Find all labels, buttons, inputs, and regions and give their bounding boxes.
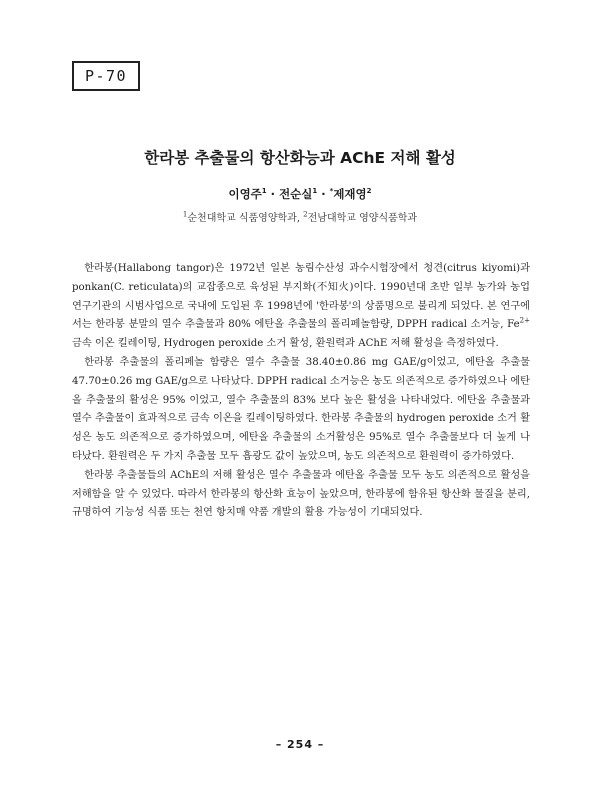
superscript-text: 2+	[519, 317, 530, 325]
author-affiliation-mark: 1	[312, 187, 318, 196]
affiliation-number: 2	[303, 210, 308, 219]
abstract-body	[72, 260, 530, 523]
author-affiliation-mark: 2	[366, 187, 372, 196]
paragraph-text: 한라봉(Hallabong tangor)은 1972년 일본 농림수산성 과수시험장에서 청견(citrus kiyomi)과 ponkan(C. reticulata)의 교잡종으로 육성된 부지화(不知火)이다. 1990년대 초반 일부 농가와 농업연구기관의 시범사업으로 국내에 도입된 후 1998년에 '한라봉'의 상품명으로 불리게 되었다. 본 연구에서는 한라봉 분말의 열수 추출물과 80% 에탄올 추출물의 폴리페놀함량, DPPH radical 소거능, Fe	[72, 263, 530, 331]
page-number: – 254 –	[275, 738, 325, 751]
abstract-paragraph: 한라봉 추출물의 폴리페놀 함량은 열수 추출물 38.40±0.86 mg GAE/g이었고, 에탄올 추출물 47.70±0.26 mg GAE/g으로 나타났다. DPPH radical 소거능은 농도 의존적으로 증가하였으나 에탄올 추출물의 활성은 95% 이었고, 열수 추출물의 83% 보다 높은 활성을 나타내었다. 에탄올 추출물과 열수 추출물이 효과적으로 금속 이온을 킬레이팅하였다. 한라봉 추출물의 hydrogen peroxide 소거 활성은 농도 의존적으로 증가하였으며, 에탄올 추출물의 소거활성은 95%로 열수 추출물보다 더 높게 나타났다. 환원력은 두 가지 추출물 모두 흡광도 값이 높았으며, 농도 의존적으로 환원력이 증가하였다.	[72, 356, 530, 462]
poster-number-label: P-70	[72, 61, 140, 91]
author-list	[0, 186, 600, 202]
abstract-paragraph: 한라봉 추출물들의 AChE의 저해 활성은 열수 추출물과 에탄올 추출물 모두 농도 의존적으로 활성을 저해함을 알 수 있었다. 따라서 한라봉의 항산화 효능이 높았으며, 한라봉에 함유된 항산화 물질을 분리, 규명하여 기능성 식품 또는 천연 항치매 약품 개발의 활용 가능성이 기대되었다.	[72, 469, 530, 519]
affiliation-list	[0, 209, 600, 224]
author-name: 전순실	[279, 187, 313, 201]
author-separator: ·	[317, 187, 330, 201]
paragraph-text: 금속 이온 킬레이팅, Hydrogen peroxide 소거 활성, 환원력과 AChE 저해 활성을 측정하였다.	[72, 338, 499, 350]
author-separator: ·	[266, 187, 280, 201]
abstract-paragraph	[72, 260, 530, 354]
author-name: 이영주	[228, 187, 262, 201]
affiliation-number: 1	[182, 210, 188, 219]
paper-title: 한라봉 추출물의 항산화능과 AChE 저해 활성	[144, 149, 456, 167]
affiliation-text: 전남대학교 영양식품학과	[307, 213, 418, 224]
author-name: 제재영	[333, 187, 367, 201]
corresponding-author-mark: *	[329, 187, 334, 196]
author-affiliation-mark: 1	[261, 187, 267, 196]
affiliation-text: 순천대학교 식품영양학과,	[187, 213, 304, 224]
